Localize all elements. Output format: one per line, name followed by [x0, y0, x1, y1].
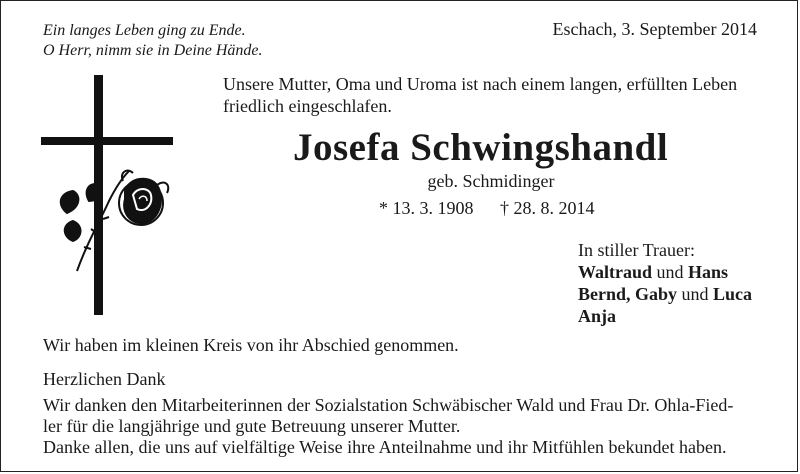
motto: [43, 21, 263, 61]
mourner-connector: und: [656, 262, 684, 282]
birth-date: * 13. 3. 1908: [379, 198, 474, 218]
mourner-name: Bernd, Gaby: [578, 284, 678, 304]
mourners-block: [578, 239, 752, 327]
mourners-heading: In stiller Trauer:: [578, 240, 695, 260]
thanks-line-1: Wir danken den Mitarbeiterinnen der Sozialstation Schwäbischer Wald und Frau Dr. Ohla-Fied-: [43, 395, 734, 415]
thanks-title: Herzlichen Dank: [43, 369, 166, 389]
mourner-connector: und: [681, 284, 709, 304]
motto-line-1: Ein langes Leben ging zu Ende.: [43, 22, 246, 39]
maiden-name: geb. Schmidinger: [427, 171, 555, 191]
motto-line-2: O Herr, nimm sie in Deine Hände.: [43, 42, 263, 59]
thanks-line-3: Danke allen, die uns auf vielfältige Weise ihre Anteilnahme und ihr Mitfühlen bekundet haben.: [43, 437, 727, 457]
mourner-name: Anja: [578, 306, 617, 326]
life-dates: [379, 198, 595, 219]
place-date: Eschach, 3. September 2014: [552, 19, 757, 39]
deceased-name: Josefa Schwingshandl: [293, 126, 669, 169]
mourners-row-1: [578, 261, 752, 283]
intro-text: Unsere Mutter, Oma und Uroma ist nach einem langen, erfüllten Leben friedlich eingeschlafen.: [223, 74, 738, 116]
mourner-name: Waltraud: [578, 262, 653, 282]
death-date: † 28. 8. 2014: [500, 198, 595, 218]
mourner-name: Luca: [713, 284, 753, 304]
thanks-body: [43, 395, 763, 458]
farewell-text: Wir haben im kleinen Kreis von ihr Abschied genommen.: [43, 335, 459, 355]
thanks-line-2: ler für die langjährige und gute Betreuung unserer Mutter.: [43, 416, 461, 436]
cross-with-rose-image: [37, 73, 177, 323]
mourners-row-3: [578, 305, 752, 327]
mourners-row-2: [578, 283, 752, 305]
mourner-name: Hans: [688, 262, 729, 282]
